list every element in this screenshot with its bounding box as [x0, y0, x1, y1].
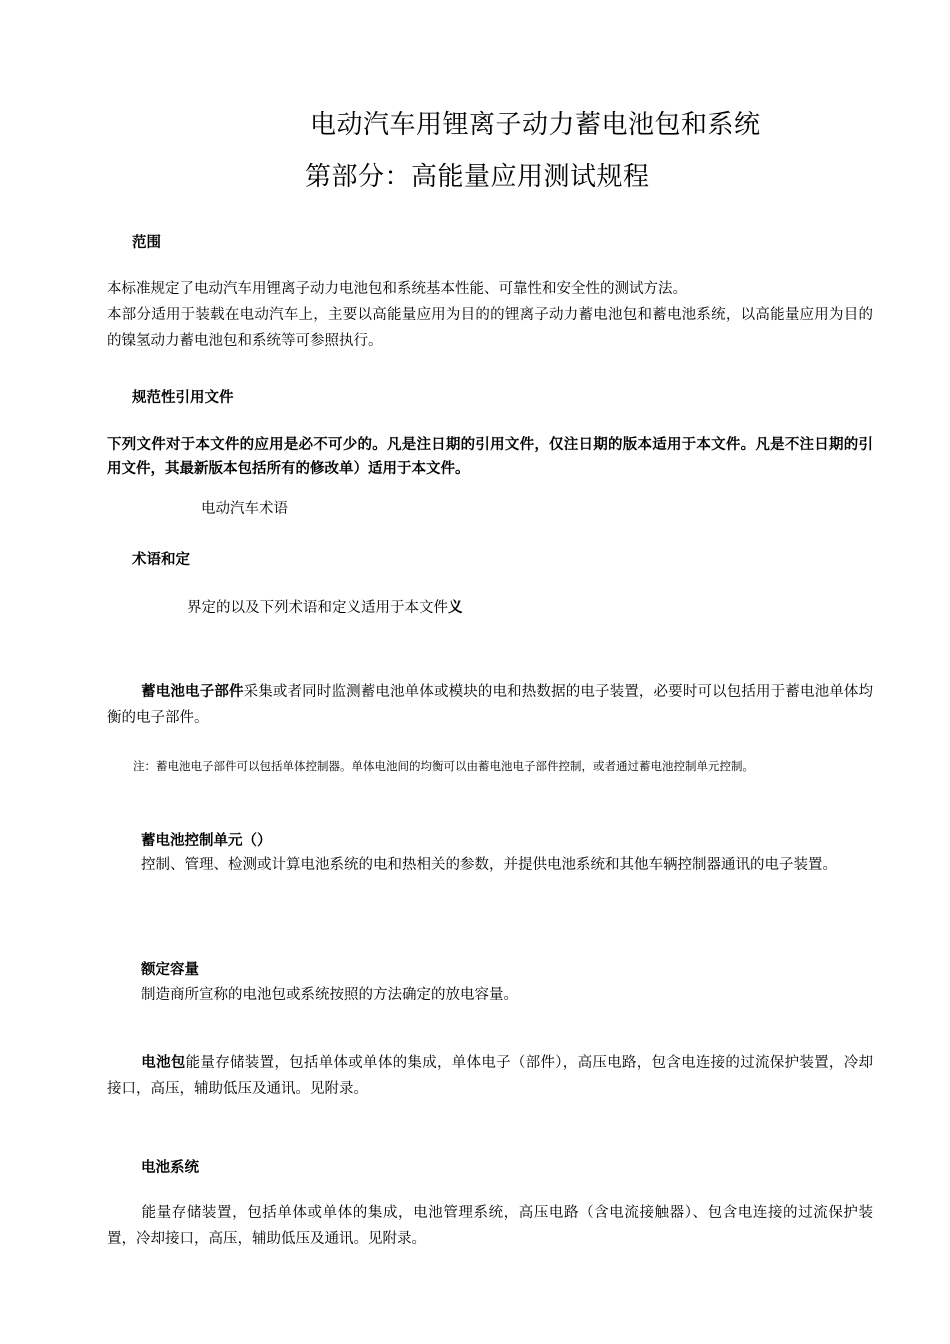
term-title: 蓄电池电子部件 [141, 684, 244, 700]
term-title: 额定容量 [141, 962, 199, 978]
document-title: 电动汽车用锂离子动力蓄电池包和系统 [310, 110, 761, 140]
terms-intro-tail: 义 [448, 600, 463, 616]
term-title: 电池包 [141, 1055, 186, 1071]
scope-text-2: 本部分适用于装载在电动汽车上，主要以高能量应用为目的的锂离子动力蓄电池包和蓄电池系统，以高能量应用为目的的镍氢动力蓄电池包和系统等可参照执行。 [107, 307, 873, 349]
terms-intro-text: 界定的以及下列术语和定义适用于本文件 [187, 600, 448, 616]
term-definition: 能量存储装置，包括单体或单体的集成，电池管理系统，高压电路（含电流接触器）、包含电连接的过流保护装置，冷却接口，高压，辅助低压及通讯。见附录。 [107, 1205, 873, 1247]
term-note: 注：蓄电池电子部件可以包括单体控制器。单体电池间的均衡可以由蓄电池电子部件控制，或者通过蓄电池控制单元控制。 [133, 759, 754, 773]
reference-item: 电动汽车术语 [201, 501, 288, 517]
heading-normative-references: 规范性引用文件 [132, 390, 234, 406]
term-battery-control-unit [107, 852, 873, 878]
term-definition: 制造商所宣称的电池包或系统按照的方法确定的放电容量。 [141, 987, 518, 1003]
term-title: 蓄电池控制单元（） [141, 833, 272, 849]
term-battery-system [107, 1200, 873, 1252]
references-paragraph: 下列文件对于本文件的应用是必不可少的。凡是注日期的引用文件，仅注日期的版本适用于本文件。凡是不注日期的引用文件，其最新版本包括所有的修改单）适用于本文件。 [107, 437, 873, 477]
term-title: 电池系统 [141, 1160, 199, 1176]
term-definition: 能量存储装置，包括单体或单体的集成，单体电子（部件），高压电路，包含电连接的过流保护装置，冷却接口，高压，辅助低压及通讯。见附录。 [107, 1055, 873, 1097]
heading-scope: 范围 [132, 235, 161, 251]
term-battery-pack [107, 1050, 873, 1102]
scope-paragraph [107, 276, 873, 354]
scope-text-1: 本标准规定了电动汽车用锂离子动力电池包和系统基本性能、可靠性和安全性的测试方法。 [107, 281, 687, 297]
document-subtitle: 第部分：高能量应用测试规程 [305, 162, 650, 192]
terms-intro [187, 596, 463, 617]
term-definition: 采集或者同时监测蓄电池单体或模块的电和热数据的电子装置，必要时可以包括用于蓄电池单体均衡的电子部件。 [107, 684, 874, 726]
term-battery-electronics [107, 679, 873, 731]
term-definition: 控制、管理、检测或计算电池系统的电和热相关的参数，并提供电池系统和其他车辆控制器通讯的电子装置。 [141, 857, 837, 873]
heading-terms-definitions: 术语和定 [132, 552, 190, 568]
